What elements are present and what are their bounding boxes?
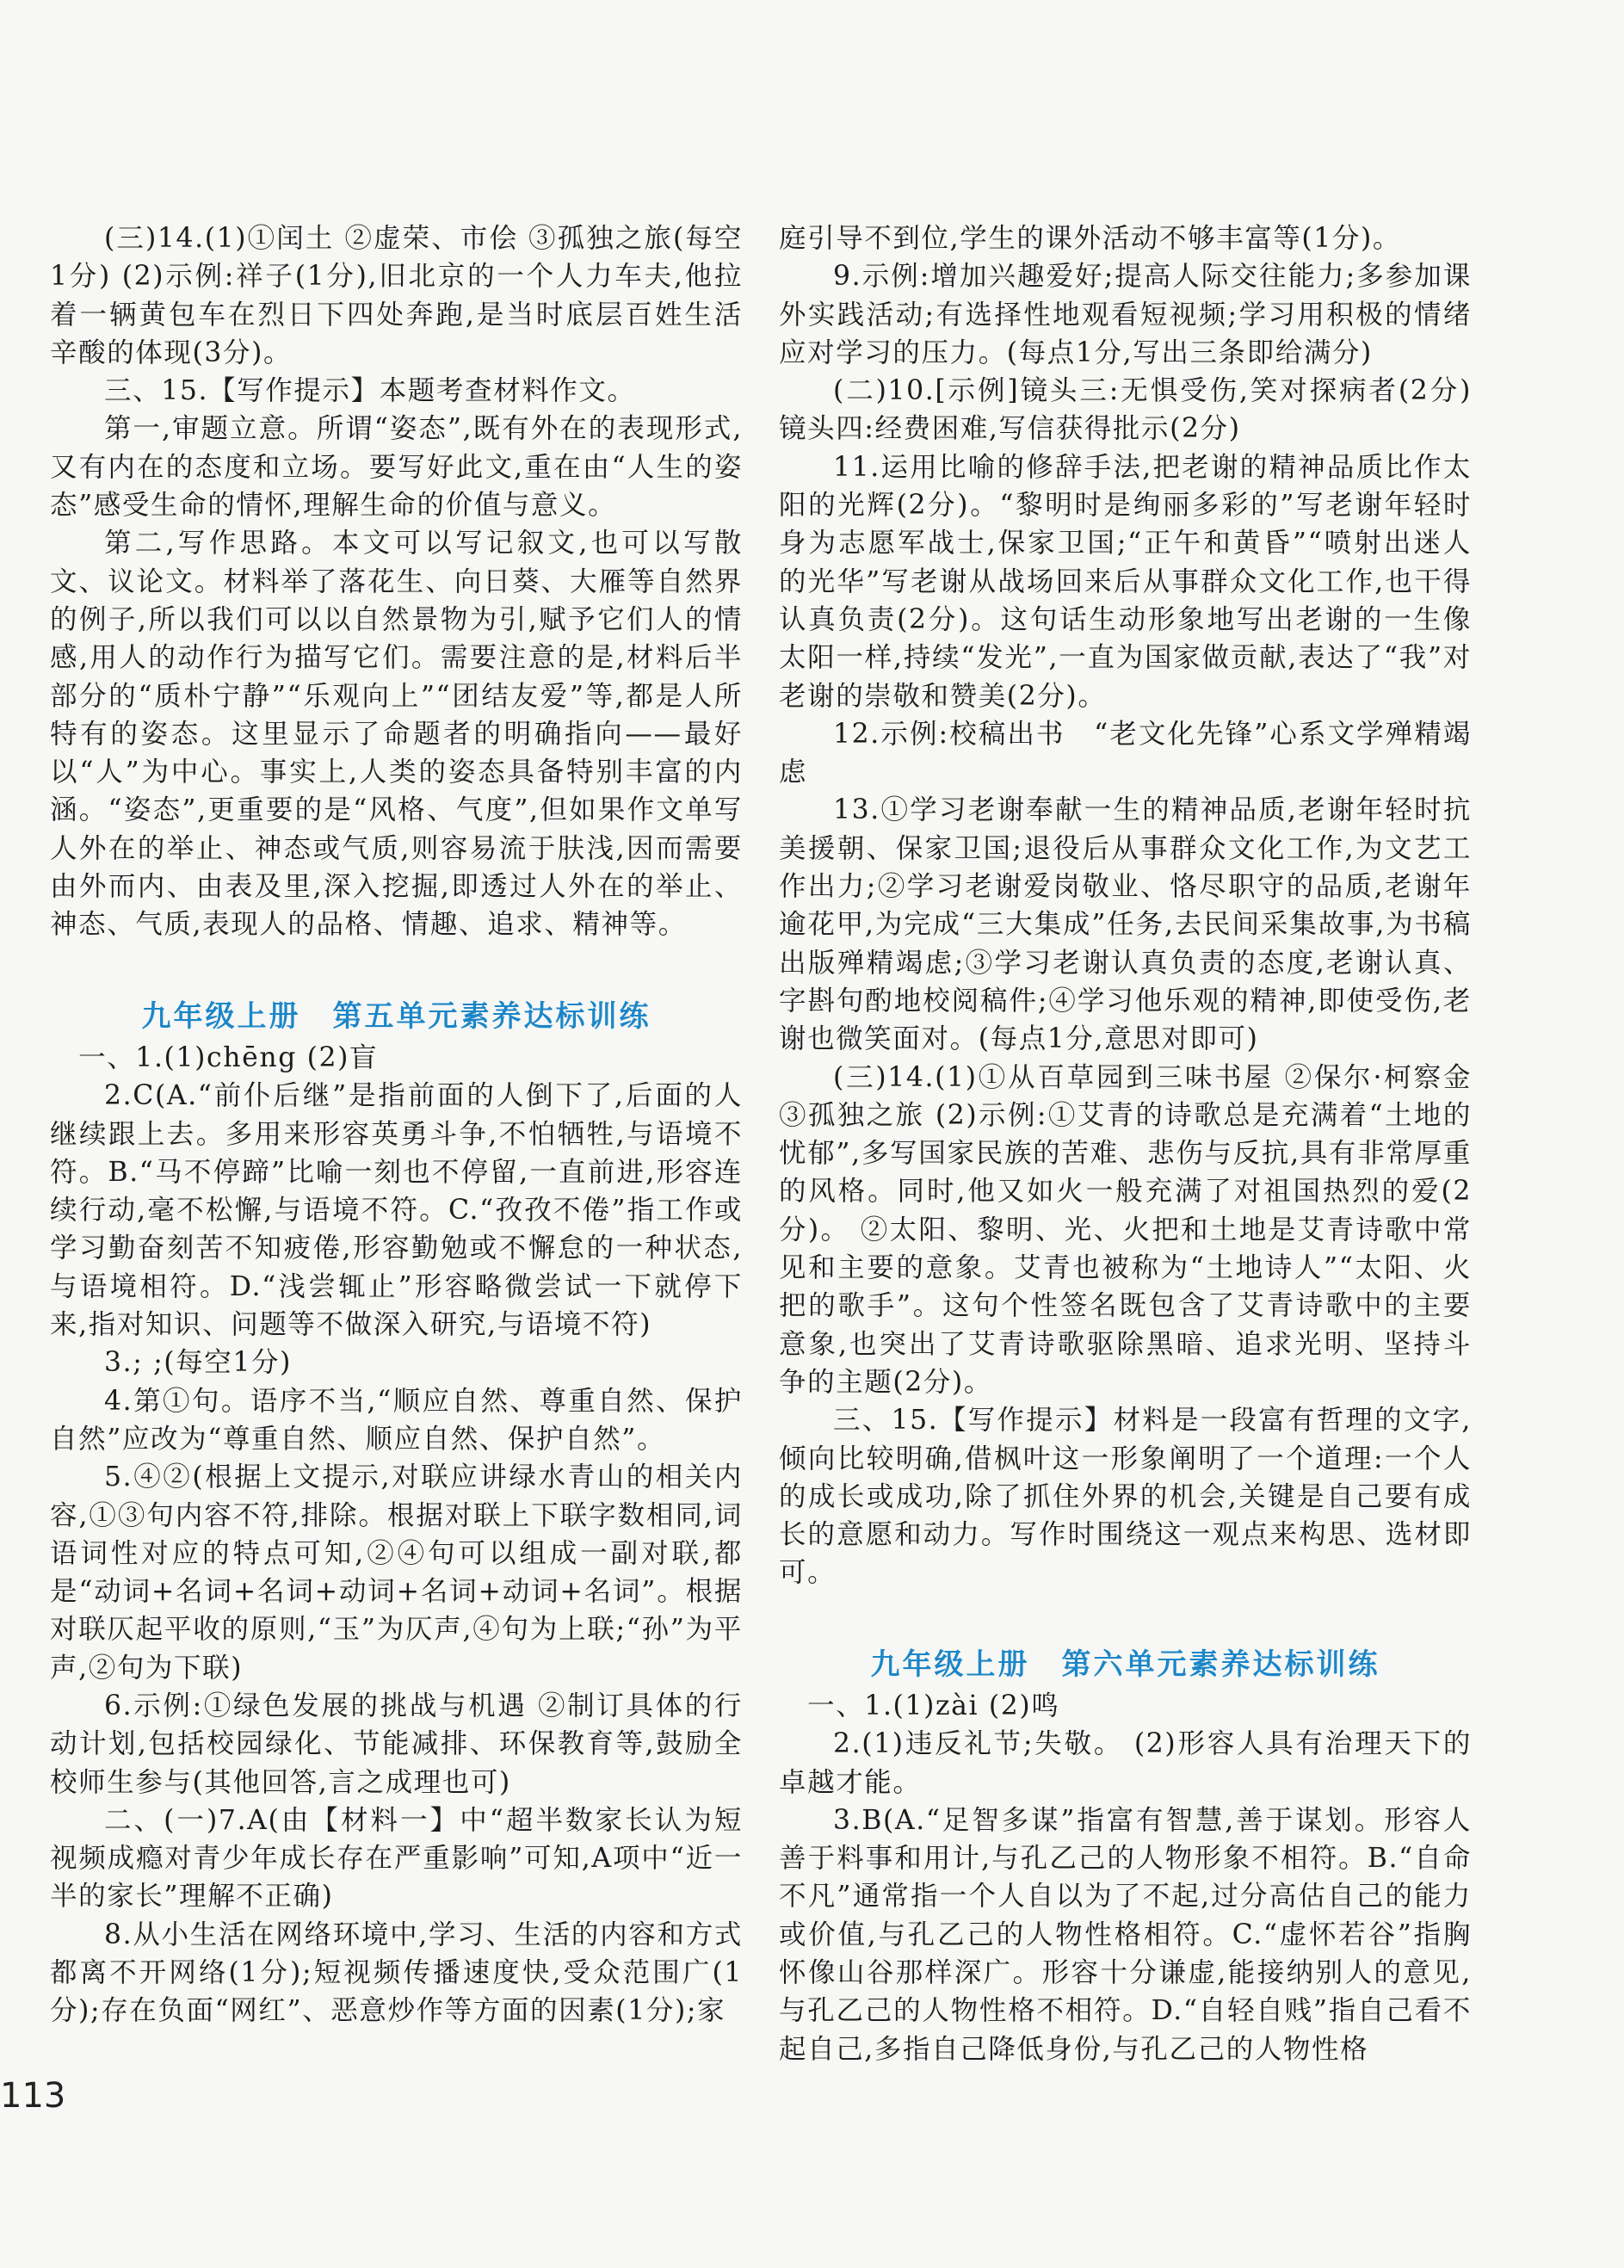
answer-paragraph: 3.; ;(每空1分): [104, 1347, 293, 1379]
answer-paragraph: (三)14.(1)①从百草园到三味书屋 ②保尔·柯察金 ③孤独之旅 (2)示例:①艾青的诗歌总是充满着“土地的忧郁”,多写国家民族的苦难、悲伤与反抗,具有非常厚重的风格。同时,他又如火一般充满了对祖国热烈的爱(2分)。 ②太阳、黎明、光、火把和土地是艾青诗歌中常见和主要的意象。艾青也被称为“土地诗人”“太阳、火把的歌手”。这句个性签名既包含了艾青诗歌中的主要意象,也突出了艾青诗歌驱除黑暗、追求光明、坚持斗争的主题(2分)。: [779, 1061, 1472, 1398]
answer-paragraph: 8.从小生活在网络环境中,学习、生活的内容和方式都离不开网络(1分);短视频传播速度快,受众范围广(1分);存在负面“网红”、恶意炒作等方面的因素(1分);家: [50, 1919, 743, 2027]
answer-paragraph: (三)14.(1)①闰土 ②虚荣、市侩 ③孤独之旅(每空1分) (2)示例:祥子(1分),旧北京的一个人力车夫,他拉着一辆黄包车在烈日下四处奔跑,是当时底层百姓生活辛酸的体现(3分)。: [50, 223, 743, 368]
answer-paragraph: 一、1.(1)zài (2)鸣: [779, 1690, 1060, 1721]
answer-paragraph: 9.示例:增加兴趣爱好;提高人际交往能力;多参加课外实践活动;有选择性地观看短视频;学习用积极的情绪应对学习的压力。(每点1分,写出三条即给满分): [779, 261, 1472, 368]
page-number: 113: [0, 2076, 66, 2116]
answer-paragraph: 13.①学习老谢奉献一生的精神品质,老谢年轻时抗美援朝、保家卫国;退役后从事群众文化工作,为文艺工作出力;②学习老谢爱岗敬业、恪尽职守的品质,老谢年逾花甲,为完成“三大集成”任务,去民间采集故事,为书稿出版殚精竭虑;③学习老谢认真负责的态度,老谢认真、字斟句酌地校阅稿件;④学习他乐观的精神,即使受伤,老谢也微笑面对。(每点1分,意思对即可): [779, 794, 1472, 1055]
left-column: [50, 219, 743, 2030]
answer-paragraph: 5.④②(根据上文提示,对联应讲绿水青山的相关内容,①③句内容不符,排除。根据对联上下联字数相同,词语词性对应的特点可知,②④句可以组成一副对联,都是“动词+名词+名词+动词+名词+动词+名词”。根据对联仄起平收的原则,“玉”为仄声,④句为上联;“孙”为平声,②句为下联): [50, 1462, 743, 1684]
answer-paragraph: 2.C(A.“前仆后继”是指前面的人倒下了,后面的人继续跟上去。多用来形容英勇斗争,不怕牺牲,与语境不符。B.“马不停蹄”比喻一刻也不停留,一直前进,形容连续行动,毫不松懈,与语境不符。C.“孜孜不倦”指工作或学习勤奋刻苦不知疲倦,形容勤勉或不懈怠的一种状态,与语境相符。D.“浅尝辄止”形容略微尝试一下就停下来,指对知识、问题等不做深入研究,与语境不符): [50, 1080, 743, 1341]
answer-paragraph: 第二,写作思路。本文可以写记叙文,也可以写散文、议论文。材料举了落花生、向日葵、大雁等自然界的例子,所以我们可以以自然景物为引,赋予它们人的情感,用人的动作行为描写它们。需要注意的是,材料后半部分的“质朴宁静”“乐观向上”“团结友爱”等,都是人所特有的姿态。这里显示了命题者的明确指向——最好以“人”为中心。事实上,人类的姿态具备特别丰富的内涵。“姿态”,更重要的是“风格、气度”,但如果作文单写人外在的举止、神态或气质,则容易流于肤浅,因而需要由外而内、由表及里,深入挖掘,即透过人外在的举止、神态、气质,表现人的品格、情趣、追求、精神等。: [50, 528, 743, 941]
answer-paragraph: 一、1.(1)chēng (2)盲: [50, 1041, 379, 1073]
answer-paragraph: 2.(1)违反礼节;失敬。 (2)形容人具有治理天下的卓越才能。: [779, 1728, 1472, 1798]
answer-paragraph: 4.第①句。语序不当,“顺应自然、尊重自然、保护自然”应改为“尊重自然、顺应自然、保护自然”。: [50, 1385, 743, 1455]
answer-paragraph: 三、15.【写作提示】材料是一段富有哲理的文字,倾向比较明确,借枫叶这一形象阐明了一个道理:一个人的成长或成功,除了抓住外界的机会,关键是自己要有成长的意愿和动力。写作时围绕这一观点来构思、选材即可。: [779, 1405, 1472, 1589]
section-heading: 九年级上册 第五单元素养达标训练: [141, 998, 651, 1034]
answer-paragraph: 庭引导不到位,学生的课外活动不够丰富等(1分)。: [779, 223, 1402, 254]
answer-paragraph: 二、(一)7.A(由【材料一】中“超半数家长认为短视频成瘾对青少年成长存在严重影响”可知,A项中“近一半的家长”理解不正确): [50, 1804, 743, 1913]
answer-paragraph: 3.B(A.“足智多谋”指富有智慧,善于谋划。形容人善于料事和用计,与孔乙己的人物形象不相符。B.“自命不凡”通常指一个人自以为了不起,过分高估自己的能力或价值,与孔乙己的人物性格相符。C.“虚怀若谷”指胸怀像山谷那样深广。形容十分谦虚,能接纳别人的意见,与孔乙己的人物性格不相符。D.“自轻自贱”指自己看不起自己,多指自己降低身份,与孔乙己的人物性格: [779, 1804, 1472, 2065]
right-column: [779, 219, 1472, 2068]
answer-paragraph: 第一,审题立意。所谓“姿态”,既有外在的表现形式,又有内在的态度和立场。要写好此文,重在由“人生的姿态”感受生命的情怀,理解生命的价值与意义。: [50, 413, 743, 522]
answer-paragraph: 三、15.【写作提示】本题考查材料作文。: [104, 375, 636, 407]
answer-paragraph: 12.示例:校稿出书 “老文化先锋”心系文学殚精竭虑: [779, 718, 1472, 788]
answer-paragraph: 6.示例:①绿色发展的挑战与机遇 ②制订具体的行动计划,包括校园绿化、节能减排、环保教育等,鼓励全校师生参与(其他回答,言之成理也可): [50, 1690, 743, 1798]
answer-paragraph: (二)10.[示例]镜头三:无惧受伤,笑对探病者(2分) 镜头四:经费困难,写信获得批示(2分): [779, 375, 1472, 445]
section-heading: 九年级上册 第六单元素养达标训练: [870, 1647, 1380, 1682]
answer-paragraph: 11.运用比喻的修辞手法,把老谢的精神品质比作太阳的光辉(2分)。“黎明时是绚丽多彩的”写老谢年轻时身为志愿军战士,保家卫国;“正午和黄昏”“喷射出迷人的光华”写老谢从战场回来后从事群众文化工作,也干得认真负责(2分)。这句话生动形象地写出老谢的一生像太阳一样,持续“发光”,一直为国家做贡献,表达了“我”对老谢的崇敬和赞美(2分)。: [779, 451, 1472, 712]
